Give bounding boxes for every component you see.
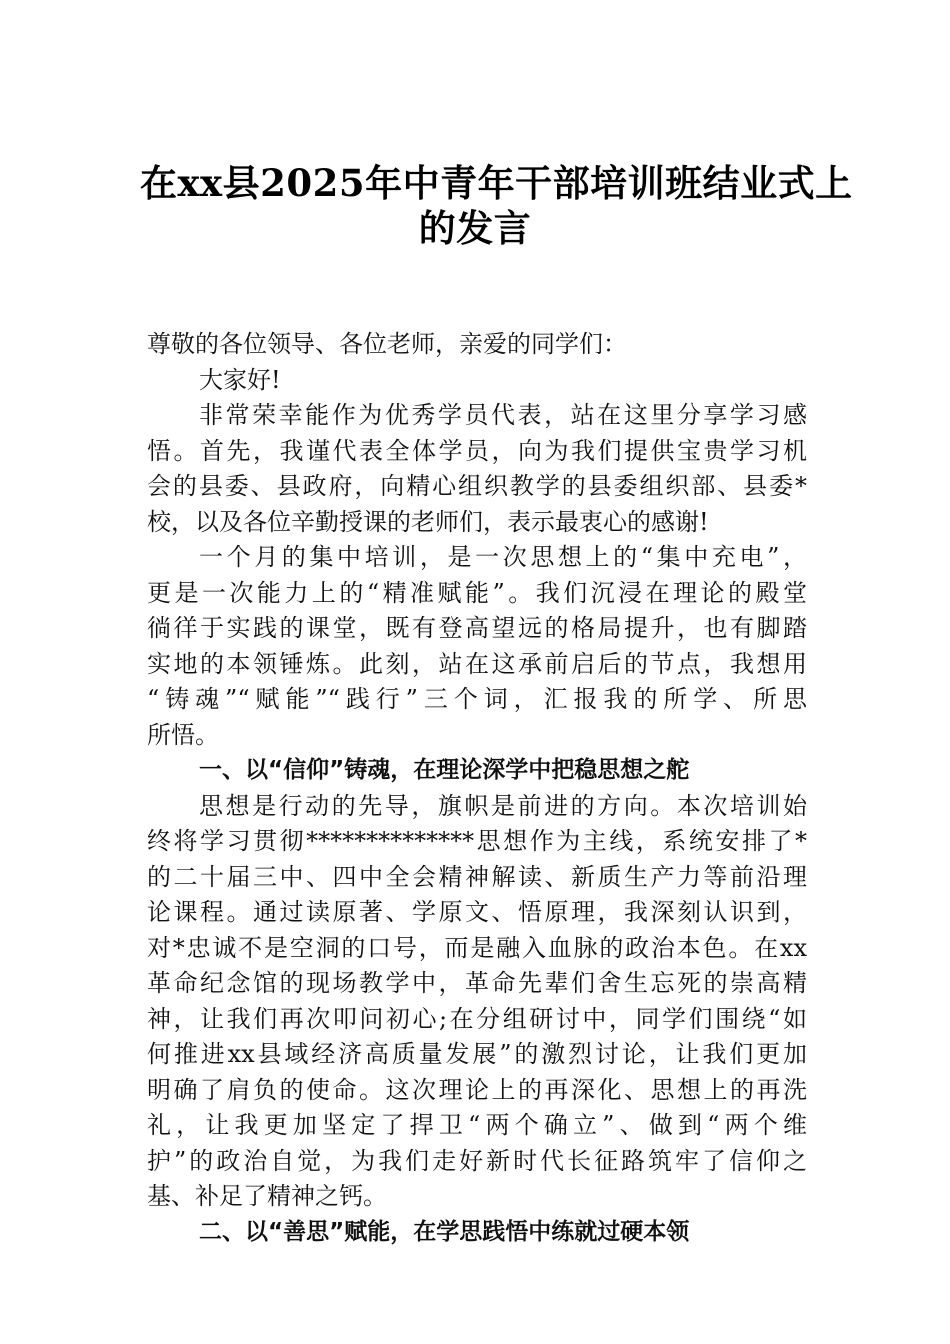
document-title-line-2: 的发言 bbox=[418, 206, 532, 250]
body-text-line: 护”的政治自觉，为我们走好新时代长征路筑牢了信仰之 bbox=[147, 1146, 807, 1175]
body-text-line: 会的县委、县政府，向精心组织教学的县委组织部、县委* bbox=[147, 472, 807, 500]
section-heading: 一、以“信仰”铸魂，在理论深学中把稳思想之舵 bbox=[199, 757, 690, 783]
body-text-line: 明确了肩负的使命。这次理论上的再深化、思想上的再洗 bbox=[147, 1075, 807, 1104]
document-title-line-1: 在xx县2025年中青年干部培训班结业式上 bbox=[140, 161, 853, 205]
body-text-line: 一个月的集中培训，是一次思想上的“集中充电”， bbox=[199, 543, 807, 571]
body-text-line: 何推进xx县域经济高质量发展”的激烈讨论，让我们更加 bbox=[147, 1040, 807, 1068]
body-text-line: 礼，让我更加坚定了捍卫“两个确立”、做到“两个维 bbox=[147, 1111, 807, 1139]
body-text-line: 校，以及各位辛勤授课的老师们，表示最衷心的感谢! bbox=[147, 507, 709, 536]
body-text-line: 徜徉于实践的课堂，既有登高望远的格局提升，也有脚踏 bbox=[147, 614, 807, 642]
body-text-line: 终将学习贯彻**************思想作为主线，系统安排了* bbox=[147, 827, 807, 855]
section-heading: 二、以“善思”赋能，在学思践悟中练就过硬本领 bbox=[199, 1218, 690, 1245]
body-text-line: 大家好! bbox=[199, 365, 281, 394]
body-text-line: 更是一次能力上的“精准赋能”。我们沉浸在理论的殿堂 bbox=[147, 578, 807, 607]
body-text-line: “铸魂”“赋能”“践行”三个词，汇报我的所学、所思 bbox=[147, 685, 807, 713]
body-text-line: 悟。首先，我谨代表全体学员，向为我们提供宝贵学习机 bbox=[147, 436, 807, 465]
body-text-line: 的二十届三中、四中全会精神解读、新质生产力等前沿理 bbox=[147, 862, 807, 891]
body-text-line: 基、补足了精神之钙。 bbox=[147, 1182, 387, 1210]
document-body bbox=[147, 327, 807, 1250]
body-text-line: 非常荣幸能作为优秀学员代表，站在这里分享学习感 bbox=[199, 401, 807, 429]
body-text-line: 革命纪念馆的现场教学中，革命先辈们舍生忘死的崇高精 bbox=[147, 969, 807, 997]
body-text-line: 实地的本领锤炼。此刻，站在这承前启后的节点，我想用 bbox=[147, 649, 807, 678]
body-text-line: 思想是行动的先导，旗帜是前进的方向。本次培训始 bbox=[199, 791, 807, 820]
body-text-line: 论课程。通过读原著、学原文、悟原理，我深刻认识到， bbox=[147, 898, 807, 926]
body-text-line: 对*忠诚不是空洞的口号，而是融入血脉的政治本色。在xx bbox=[147, 933, 807, 962]
body-text-line: 尊敬的各位领导、各位老师，亲爱的同学们： bbox=[147, 330, 627, 358]
body-text-line: 所悟。 bbox=[147, 720, 219, 749]
body-text-line: 神，让我们再次叩问初心;在分组研讨中，同学们围绕“如 bbox=[147, 1004, 807, 1033]
